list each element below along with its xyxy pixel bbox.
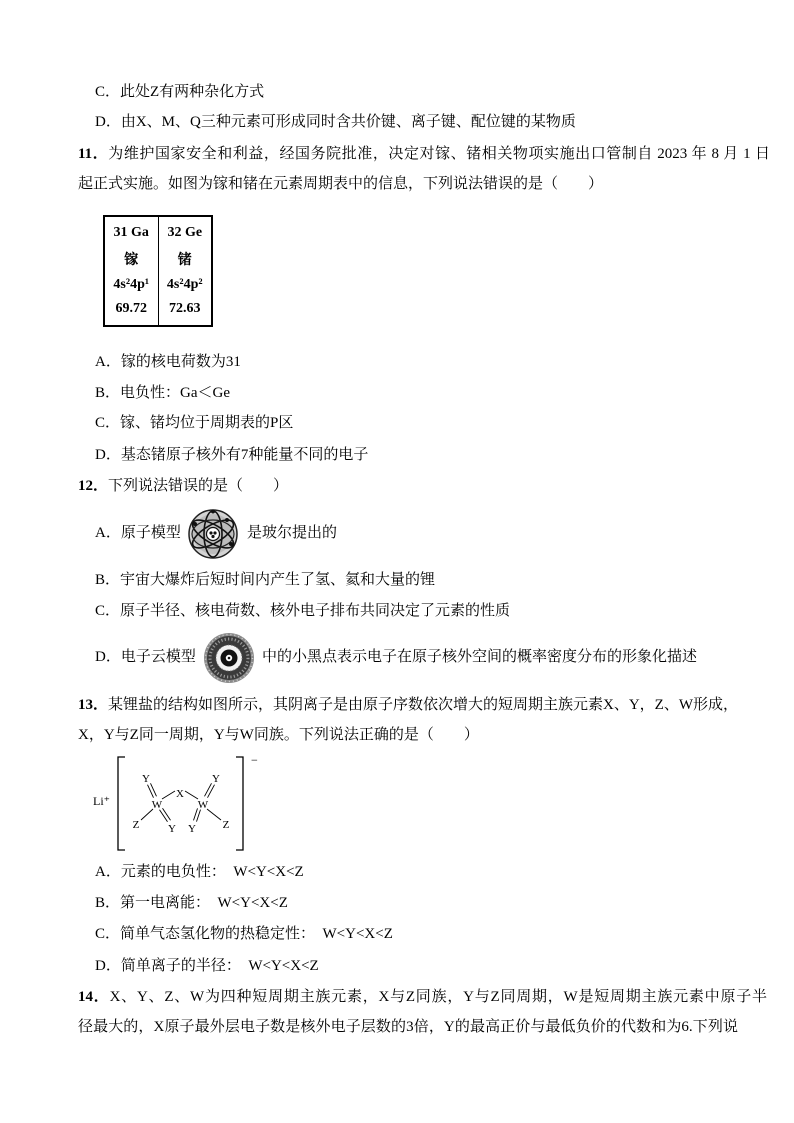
prev-option-c: C．此处Z有两种杂化方式 bbox=[95, 84, 265, 100]
q13-option-a: A．元素的电负性： W<Y<X<Z bbox=[95, 864, 304, 880]
element-info-table bbox=[103, 215, 213, 327]
q11-option-a: A．镓的核电荷数为31 bbox=[95, 354, 241, 370]
element-name: 镓 bbox=[124, 253, 139, 268]
atom-label: Z bbox=[222, 819, 230, 831]
right-bracket bbox=[236, 757, 243, 850]
atom-label: Y bbox=[188, 823, 196, 835]
q11-stem-line-1 bbox=[78, 145, 770, 163]
element-mass: 69.72 bbox=[115, 301, 147, 316]
q14-stem-line-1 bbox=[78, 988, 767, 1006]
q12-option-a-after: 是玻尔提出的 bbox=[247, 525, 338, 541]
q11-option-b: B．电负性：Ga＜Ge bbox=[95, 385, 230, 401]
lithium-salt-structure-diagram bbox=[85, 750, 270, 855]
element-mass: 72.63 bbox=[169, 301, 201, 316]
q14-stem-text-1: X、Y、Z、W为四种短周期主族元素，X与Z同族，Y与Z同周期，W是短周期主族元素中原子半 bbox=[109, 989, 767, 1005]
q12-stem bbox=[78, 477, 288, 495]
q12-option-a-before: A．原子模型 bbox=[95, 525, 181, 541]
electron-cloud-model-image bbox=[203, 632, 255, 684]
element-config: 4s²4p² bbox=[166, 277, 203, 292]
q13-option-c: C．简单气态氢化物的热稳定性： W<Y<X<Z bbox=[95, 926, 393, 942]
cation-label: Li⁺ bbox=[93, 794, 110, 808]
bohr-atom-model-image bbox=[187, 508, 239, 560]
q13-number: 13． bbox=[78, 697, 109, 713]
element-number-symbol: 32 Ge bbox=[167, 225, 203, 240]
q11-option-c: C．镓、锗均位于周期表的P区 bbox=[95, 415, 294, 431]
q13-option-d: D．简单离子的半径： W<Y<X<Z bbox=[95, 958, 319, 974]
q13-stem-line-1 bbox=[78, 696, 739, 714]
q12-option-c: C．原子半径、核电荷数、核外电子排布共同决定了元素的性质 bbox=[95, 603, 511, 619]
q13-stem-line-2: X，Y与Z同一周期，Y与W同族。下列说法正确的是（ ） bbox=[78, 727, 479, 743]
element-cell-ga bbox=[105, 217, 158, 325]
anion-charge-label: − bbox=[251, 753, 258, 767]
atom-label: W bbox=[197, 799, 209, 811]
q11-option-d: D．基态锗原子核外有7种能量不同的电子 bbox=[95, 447, 369, 463]
q12-number: 12． bbox=[78, 478, 109, 494]
q11-stem-line-2: 起正式实施。如图为镓和锗在元素周期表中的信息，下列说法错误的是（ ） bbox=[78, 176, 604, 192]
element-config: 4s²4p¹ bbox=[113, 277, 150, 292]
q14-number: 14． bbox=[78, 989, 110, 1005]
q12-stem-text: 下列说法错误的是（ ） bbox=[108, 478, 289, 494]
q13-stem-text-1: 某锂盐的结构如图所示，其阴离子是由原子序数依次增大的短周期主族元素X、Y，Z、W形成， bbox=[108, 697, 739, 713]
atom-label: Y bbox=[168, 823, 176, 835]
atom-label: Z bbox=[132, 819, 140, 831]
atom-label: W bbox=[151, 799, 163, 811]
element-number-symbol: 31 Ga bbox=[113, 225, 149, 240]
element-cell-ge bbox=[158, 217, 212, 325]
q12-option-d-after: 中的小黑点表示电子在原子核外空间的概率密度分布的形象化描述 bbox=[262, 649, 698, 665]
q11-number: 11． bbox=[78, 146, 109, 162]
q11-stem-text-1: 为维护国家安全和利益，经国务院批准，决定对镓、锗相关物项实施出口管制自 2023 年 8 月 1 日 bbox=[108, 146, 770, 162]
q12-option-b: B．宇宙大爆炸后短时间内产生了氢、氦和大量的锂 bbox=[95, 572, 436, 588]
q13-option-b: B．第一电离能： W<Y<X<Z bbox=[95, 895, 288, 911]
q14-stem-line-2: 径最大的，X原子最外层电子数是核外电子层数的3倍，Y的最高正价与最低负价的代数和为6.下列说 bbox=[78, 1019, 738, 1035]
atom-label: X bbox=[176, 788, 184, 800]
atom-label: Y bbox=[142, 773, 150, 785]
atom-label: Y bbox=[212, 773, 220, 785]
q12-option-d-before: D．电子云模型 bbox=[95, 649, 196, 665]
left-bracket bbox=[118, 757, 125, 850]
prev-option-d: D．由X、M、Q三种元素可形成同时含共价键、离子键、配位键的某物质 bbox=[95, 114, 576, 130]
element-name: 锗 bbox=[177, 253, 192, 268]
